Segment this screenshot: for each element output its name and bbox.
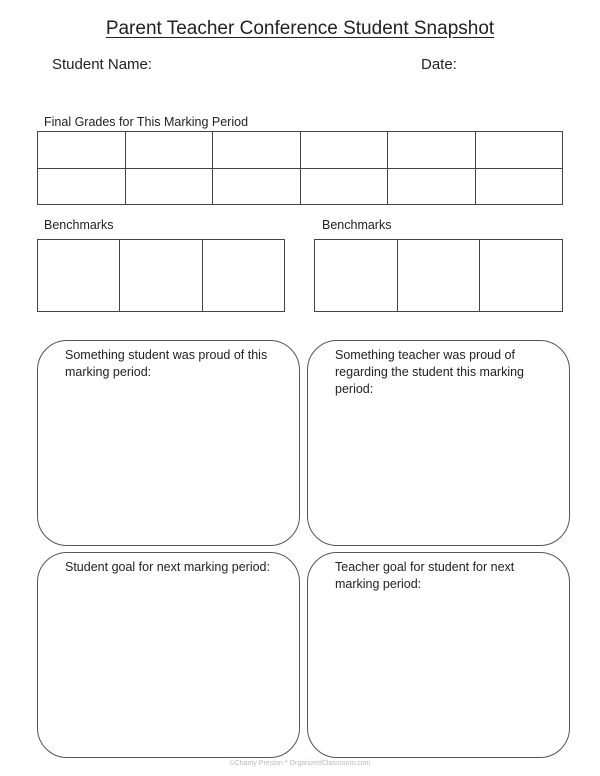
grades-row	[38, 132, 563, 169]
student-goal-box[interactable]	[37, 552, 300, 758]
benchmark-cell[interactable]	[120, 240, 202, 312]
teacher-goal-box[interactable]	[307, 552, 570, 758]
grades-table	[37, 131, 563, 205]
benchmarks-row	[38, 240, 285, 312]
benchmarks-row	[315, 240, 563, 312]
benchmark-cell[interactable]	[480, 240, 563, 312]
date-label: Date:	[421, 56, 457, 73]
grade-cell[interactable]	[125, 168, 213, 205]
benchmarks-right-label: Benchmarks	[322, 218, 392, 232]
grade-cell[interactable]	[475, 132, 563, 169]
teacher-goal-prompt: Teacher goal for student for next marking period:	[335, 560, 515, 591]
grades-section-label: Final Grades for This Marking Period	[44, 115, 249, 129]
copyright-footer: ©Charity Preston * OrganizedClassroom.com	[229, 760, 371, 767]
benchmarks-left-table	[37, 239, 285, 312]
benchmarks-left-label: Benchmarks	[44, 218, 114, 232]
student-proud-prompt: Something student was proud of this marking period:	[65, 348, 268, 379]
grade-cell[interactable]	[388, 132, 476, 169]
grade-cell[interactable]	[300, 132, 388, 169]
grade-cell[interactable]	[38, 168, 126, 205]
grade-cell[interactable]	[213, 168, 301, 205]
grade-cell[interactable]	[213, 132, 301, 169]
benchmarks-right-table	[314, 239, 563, 312]
grade-cell[interactable]	[475, 168, 563, 205]
grade-cell[interactable]	[38, 132, 126, 169]
grade-cell[interactable]	[125, 132, 213, 169]
grade-cell[interactable]	[300, 168, 388, 205]
student-proud-box[interactable]	[37, 340, 300, 546]
grade-cell[interactable]	[388, 168, 476, 205]
grades-row	[38, 168, 563, 205]
benchmark-cell[interactable]	[397, 240, 480, 312]
student-goal-prompt: Student goal for next marking period:	[65, 560, 270, 574]
student-name-label: Student Name:	[52, 56, 153, 73]
benchmark-cell[interactable]	[315, 240, 398, 312]
benchmark-cell[interactable]	[38, 240, 120, 312]
teacher-proud-box[interactable]	[307, 340, 570, 546]
teacher-proud-prompt: Something teacher was proud of regarding the student this marking period:	[335, 348, 524, 396]
page-title: Parent Teacher Conference Student Snapshot	[105, 18, 495, 39]
benchmark-cell[interactable]	[202, 240, 284, 312]
